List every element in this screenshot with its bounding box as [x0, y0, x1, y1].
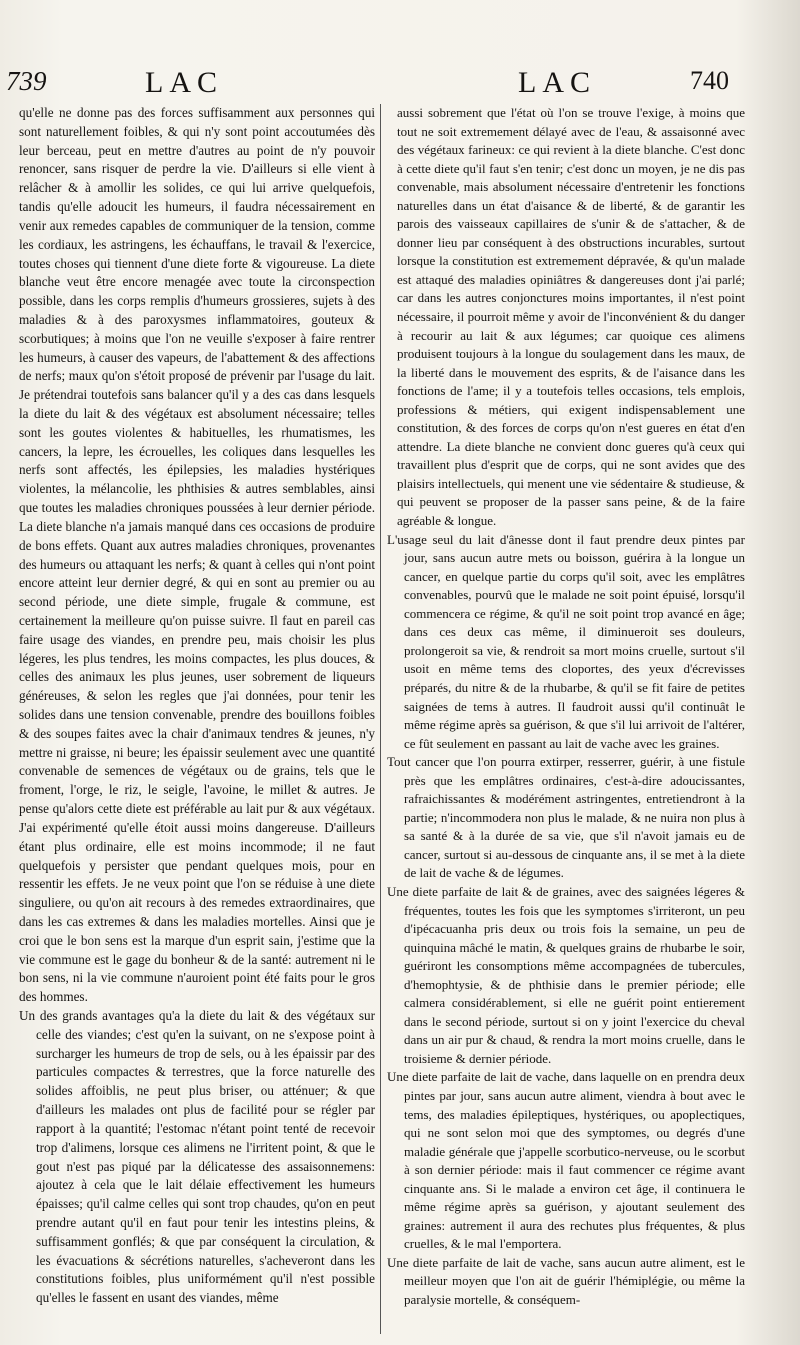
paragraph: Un des grands avantages qu'a la diete du lait & des végétaux sur celle des viandes; c'est qu'en la suivant, on ne s'expose point à surcharger les humeurs de trop de sels, ou à les épaissir par des particules compactes & terrestres, que la force naturelle des solides affoiblis, ne peut plus briser, ou atténuer; & que d'ailleurs les malades ont plus de facilité pour se régler par rapport à la quantité; l'estomac n'étant point tenté de recevoir trop d'alimens, lorsque ces alimens ne l'irritent point, & que le gout n'est pas piqué par la délicatesse des assaisonnemens: ajoutez à cela que le lait délaie effectivement les humeurs épaisses; qu'il calme celles qui sont trop chaudes, qu'on en peut prendre autant qu'il en faut pour tenir les intestins pleins, & suffisamment gonflés; & que par conséquent la circulation, & les évacuations & sécrétions naturelles, s'acheveront dans les constitutions foibles, plus uniformément qu'il n'est possible qu'elles le fassent en usant des viandes, même — [19, 1008, 375, 1306]
left-column — [19, 104, 375, 1334]
running-head-left: LAC — [145, 66, 223, 99]
paragraph: L'usage seul du lait d'ânesse dont il faut prendre deux pintes par jour, sans aucun autre mets ou boisson, guérira à la longue un cancer, en quelque partie du corps qu'il soit, avec les emplâtres convenables, pourvû que le malade ne soit point épuisé, lorsqu'il commencera ce régime, & qu'il ne soit point trop avancé en âge; dans ces deux cas même, il diminueroit ses douleurs, prolongeroit sa vie, & rendroit sa mort moins cruelle, surtout s'il usoit en même tems des cloportes, des yeux d'écrevisses préparés, du nitre & de la rhubarbe, & qu'il se fit faire de petites saignées de tems à autres. Il faudroit aussi qu'il continuât le même régime après sa guérison, & que s'il lui arrivoit de l'altérer, ce fût seulement en passant au lait de vache avec les graines. — [387, 531, 745, 751]
right-column — [387, 104, 745, 1334]
page-number-right: 740 — [690, 66, 729, 95]
paragraph: qu'elle ne donne pas des forces suffisamment aux personnes qui sont naturellement foibles, & qui n'y sont point accoutumées dès leur berceau, peut en mettre d'autres au point de n'y pouvoir renoncer, sans risquer de perdre la vie. D'ailleurs si elle vient à relâcher & à amollir les solides, ce qui lui arrive quelquefois, tandis qu'elle adoucit les humeurs, il faudra nécessairement en venir aux remedes capables de communiquer de la tension, comme les cordiaux, les astringens, les échauffans, le travail & l'exercice, toutes choses qui tiennent d'une diete forte & vigoureuse. La diete blanche veut être encore menagée avec toute la circonspection possible, dans les corps remplis d'humeurs grossieres, sujets à des maladies & à des paroxysmes inflammatoires, gouteux & scorbutiques; à moins que l'on ne veuille s'exposer à faire rentrer les humeurs, à causer des vapeurs, de l'abattement & des affections de nerfs; maux qu'on s'étoit proposé de prévenir par l'usage du lait. Je prétendrai toutefois sans balancer qu'il y a des cas dans lesquels la diete du lait & des végétaux est absolument nécessaire; telles sont les goutes violentes & habituelles, les rhumatismes, les cancers, la lepre, les écrouelles, les coliques dans lesquelles les nerfs sont affectés, les épilepsies, les maladies hystériques violentes, la mélancolie, les phthisies & autres semblables, ainsi que toutes les maladies chroniques poussées à leur dernier période. La diete blanche n'a jamais manqué dans ces occasions de produire de bons effets. Quant aux autres maladies chroniques, provenantes des humeurs ou attaquant les nerfs; & quant à celles qui n'ont point encore atteint leur dernier degré, & qui en sont au premier ou au second période, une diete simple, frugale & commune, est certainement la meilleure qu'on puisse suivre. Il faut en pareil cas faire usage des viandes, en prendre peu, mais choisir les plus légeres, les plus tendres, les moins compactes, les plus douces, & celles des animaux les plus jeunes, user sobrement de liqueurs généreuses, & selon les regles que j'ai données, pour tenir les solides dans une tension convenable, prendre des bouillons foibles & des soupes faites avec la chair d'animaux tendres & jeunes, n'y mettre ni graisse, ni beure; les épaissir seulement avec une quantité convenable de semences de végétaux ou de grains, tels que le froment, l'orge, le riz, le seigle, l'avoine, le millet & autres. Je pense qu'alors cette diete est préférable au lait pur & aux végétaux. J'ai expérimenté qu'elle étoit aussi moins dangereuse. D'ailleurs étant plus ordinaire, elle est moins incommode; il ne faut quelquefois y persister que pendant quelques mois, pour en ressentir les effets. Je ne veux point que l'on se réduise à une diete singuliere, ou qu'on ait recours à des remedes extraordinaires, que dans les cas extremes & dans les maladies mortelles. Ainsi que je croi que le bon sens est la marque d'un esprit sain, j'estime que la vie commune est le gage du bonheur & de la santé: autrement ni le bon sens, ni la vie commune n'auroient point été faits pour le gros des hommes. — [19, 105, 375, 1005]
paragraph: aussi sobrement que l'état où l'on se trouve l'exige, à moins que tout ne soit extremement délayé avec de l'eau, & assaisonné avec des végétaux farineux: ce qui revient à la diete blanche. C'est donc à cette diete qu'il faut s'en tenir; c'est donc un moyen, je ne dis pas convenable, mais absolument nécessaire d'entretenir les fonctions naturelles dans un état d'aisance & de liberté, & de garantir les parois des vaisseaux capillaires de s'unir & de s'attacher, & de donner lieu par conséquent à des obstructions incurables, surtout lorsque la constitution est extremement dépravée, & qu'un malade est attaqué des maladies opiniâtres & dangereuses dont j'ai parlé; car dans les autres conjonctures moins importantes, il n'est point nécessaire, il pourroit même y avoir de l'inconvénient & du danger à recourir au lait & aux légumes; car quoique ces alimens produisent toujours à la longue du soulagement dans les maux, de la liberté dans le mouvement des esprits, & de l'aisance dans les fonctions de l'ame; il y a toutefois telles occasions, tels emplois, professions & métiers, qui exigent indispensablement une constitution, & des forces de corps qu'on n'est gueres en état d'en attendre. La diete blanche ne convient donc gueres qu'à ceux qui travaillent plus d'esprit que de corps, qui ne sont avides que des plaisirs intellectuels, qui menent une vie sédentaire & studieuse, & qui peuvent se proposer de la passer sans peine, & de la faire agréable & longue. — [397, 105, 745, 529]
paragraph: Tout cancer que l'on pourra extirper, resserrer, guérir, à une fistule près que les emplâtres ordinaires, c'est-à-dire adoucissantes, rafraichissantes & modérément astringentes, entretiendront à la partie; n'incommodera non plus le malade, & ne nuira non plus à sa santé & à la durée de sa vie, que s'il n'avoit jamais eu de cancer, surtout si au-dessous de cinquante ans, il se met à la diete de lait de vache & de légumes. — [387, 754, 745, 881]
page-number-left: 739 — [6, 66, 47, 96]
running-head-right: LAC — [518, 66, 596, 99]
paragraph: Une diete parfaite de lait de vache, dans laquelle on en prendra deux pintes par jour, sans aucun autre aliment, viendra à bout avec le tems, des maladies épileptiques, hystériques, ou apoplectiques, qui ne sont selon moi que des symptomes, ou degrés d'une maladie générale que j'appelle scorbutico-nerveuse, ou le scorbut à son dernier période: mais il faut commencer ce régime avant cinquante ans. Si le malade a environ cet âge, il continuera le même régime après sa guérison, y ajoutant seulement des graines: autrement il aura des rechutes plus fréquentes, & plus cruelles, & le mal l'emportera. — [387, 1069, 745, 1252]
column-divider — [380, 104, 381, 1334]
paragraph: Une diete parfaite de lait & de graines, avec des saignées légeres & fréquentes, toutes les fois que les symptomes s'irriteront, un peu d'ipécacuanha pris deux ou trois fois la semaine, un peu de quinquina mâché le matin, & quelques grains de rhubarbe le soir, guériront les consomptions même accompagnées de tubercules, d'hemophtysie, & de phthisie dans le premier période; elle calmera considérablement, si elle ne guérit point entierement dans le second période, surtout si on y joint l'exercice du cheval dans un air pur & chaud, & rendra la mort moins cruelle, dans le troisieme & dernier période. — [387, 883, 745, 1066]
paragraph: Une diete parfaite de lait de vache, sans aucun autre aliment, est le meilleur moyen que l'on ait de guérir l'hémiplégie, ou même la paralysie mortelle, & conséquem- — [387, 1254, 745, 1307]
